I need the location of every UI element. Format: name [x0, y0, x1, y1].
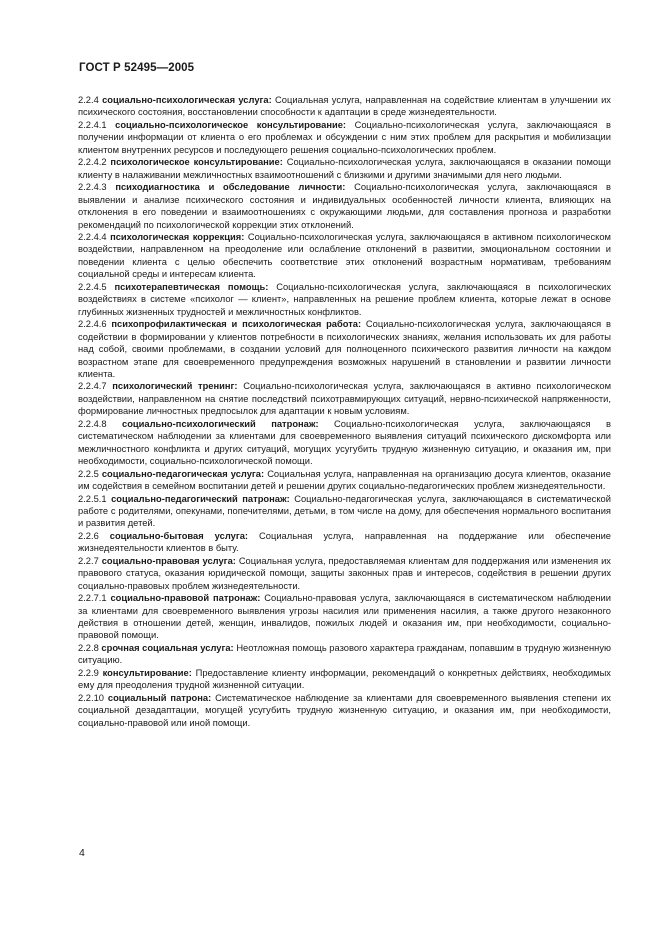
definition-entry [78, 642, 611, 667]
entry-term: психологическая коррекция: [110, 231, 245, 242]
entry-number: 2.2.7 [78, 555, 99, 566]
definition-entry [78, 418, 611, 468]
definition-entry [78, 667, 611, 692]
entry-term: социально-психологическое консультирование: [115, 119, 347, 130]
entry-text: Социально-психологическая услуга, заключающаяся в активно психологическом воздействии, направленном на снятие последствий психотравмирующих ситуаций, нервно-психической напряженности, формирование личностных предпосылок для адаптации к новым условиям. [78, 381, 611, 417]
entry-term: консультирование: [102, 667, 192, 678]
entry-term: психопрофилактическая и психологическая работа: [111, 319, 362, 330]
entry-text: Систематическое наблюдение за клиентами для своевременного выявления степени их социальной дезадаптации, могущей усугубить трудную жизненную ситуацию, и оказания им, при необходимости, социально-правовой или иной помощи. [78, 692, 611, 728]
definition-entry [78, 555, 611, 592]
definition-entry [78, 94, 611, 119]
entry-term: срочная социальная услуга: [101, 642, 234, 653]
entry-term: социально-правовая услуга: [101, 555, 236, 566]
entry-text: Социально-психологическая услуга, заключающаяся в получении информации от клиента о его проблемах и обсуждении с ним этих проблем для раскрытия и мобилизации клиентом внутренних ресурсов и последующего решения социально-психологических проблем. [78, 119, 611, 155]
entry-number: 2.2.4.1 [78, 119, 107, 130]
entry-number: 2.2.4.5 [78, 281, 107, 292]
entry-number: 2.2.4 [78, 95, 99, 105]
entry-term: социально-бытовая услуга: [109, 530, 249, 541]
definition-entry [78, 156, 611, 181]
entry-number: 2.2.4.8 [78, 418, 107, 429]
entry-term: социально-педагогическая услуга: [101, 468, 265, 479]
document-header: ГОСТ Р 52495—2005 [79, 62, 195, 74]
entry-number: 2.2.9 [78, 667, 99, 678]
entry-number: 2.2.4.3 [78, 182, 107, 193]
entry-number: 2.2.5.1 [78, 493, 107, 504]
entry-text: Социальная услуга, предоставляемая клиентам для поддержания или изменения их правового статуса, оказания юридической помощи, защиты законных прав и интересов, содействия в решении других социально-правовых проблем жизнедеятельности. [78, 555, 611, 591]
entry-term: психологический тренинг: [112, 381, 238, 392]
entry-text: Неотложная помощь разового характера гражданам, попавшим в трудную жизненную ситуацию. [78, 642, 611, 666]
definition-entry [78, 530, 611, 555]
definition-entry [78, 493, 611, 530]
entry-text: Социальная услуга, направленная на содействие клиентам в улучшении их психического состояния, восстановлении способности к адаптации в среде жизнедеятельности. [78, 95, 611, 118]
entry-number: 2.2.4.2 [78, 157, 107, 168]
entry-text: Социально-правовая услуга, заключающаяся в систематическом наблюдении за клиентами для своевременного выявления угрозы насилия или применения насилия, а также другого незаконного действия в отношении детей, женщин, инвалидов, пожилых людей и оказания им, при необходимости, социально-правовой помощи. [78, 593, 611, 641]
definition-entry [78, 380, 611, 417]
definition-entry [78, 281, 611, 318]
entry-number: 2.2.10 [78, 692, 104, 703]
entry-number: 2.2.6 [78, 530, 99, 541]
entry-text: Предоставление клиенту информации, рекомендаций о конкретных действиях, необходимых ему для преодоления трудной жизненной ситуации. [78, 667, 611, 691]
entry-text: Социальная услуга, направленная на организацию досуга клиентов, оказание им содействия в семейном воспитании детей и решении других социально-педагогических проблем жизнедеятельности. [78, 468, 611, 492]
entry-number: 2.2.4.7 [78, 381, 107, 392]
entry-text: Социально-психологическая услуга, заключающаяся в систематическом наблюдении за клиентами для своевременного выявления ситуаций психического дискомфорта или межличностного конфликта и других ситуаций, могущих усугубить трудную жизненную ситуацию, и оказания им, при необходимости, социально-психологической помощи. [78, 418, 611, 467]
entry-text: Социально-педагогическая услуга, заключающаяся в систематической работе с родителями, опекунами, попечителями, детьми, в том числе на дому, для обеспечения нормального воспитания и развития детей. [78, 493, 611, 529]
definition-entry [78, 592, 611, 642]
definition-entry [78, 692, 611, 729]
definition-entry [78, 231, 611, 281]
definition-entry [78, 119, 611, 156]
entry-text: Социальная услуга, направленная на поддержание или обеспечение жизнедеятельности клиентов в быту. [78, 530, 611, 554]
entry-term: социально-психологический патронаж: [122, 418, 319, 429]
entry-term: социальный патрона: [107, 692, 212, 703]
definition-entry [78, 318, 611, 380]
entry-number: 2.2.8 [78, 642, 99, 653]
document-body [78, 94, 611, 729]
entry-number: 2.2.5 [78, 468, 99, 479]
entry-text: Социально-психологическая услуга, заключающаяся в психологических воздействиях в системе «психолог — клиент», направленных на решение проблем клиента, которые лежат в основе глубинных жизненных трудностей и межличностных конфликтов. [78, 281, 611, 317]
entry-text: Социально-психологическая услуга, заключающаяся в содействии в формировании у клиентов потребности в психологических знаниях, желания использовать их для работы над собой, своими проблемами, в создании условий для полноценного психического развития личности на каждом возрастном этапе для своевременного предупреждения возможных нарушений в становлении и развитии личности клиента. [78, 319, 611, 379]
entry-text: Социально-психологическая услуга, заключающаяся в оказании помощи клиенту в налаживании межличностных взаимоотношений с близкими и другими значимыми для него людьми. [78, 157, 611, 180]
entry-term: социально-правовой патронаж: [110, 593, 261, 604]
entry-number: 2.2.7.1 [78, 593, 107, 604]
entry-term: психологическое консультирование: [110, 157, 283, 168]
entry-term: социально-педагогический патронаж: [111, 493, 290, 504]
entry-text: Социально-психологическая услуга, заключающаяся в выявлении и анализе психического состояния и индивидуальных особенностей личности клиента, влияющих на отклонения в его поведении и взаимоотношениях с окружающими людьми, для составления прогноза и разработки рекомендаций по психологической коррекции этих отклонений. [78, 182, 611, 230]
entry-number: 2.2.4.6 [78, 319, 107, 330]
entry-text: Социально-психологическая услуга, заключающаяся в активном психологическом воздействии, направленном на преодоление или ослабление отклонений в развитии, эмоциональном состоянии и поведении клиента с целью обеспечить соответствие этих отклонений возрастным нормативам, требованиям социальной среды и интересам клиента. [78, 231, 611, 280]
entry-term: психодиагностика и обследование личности: [115, 182, 346, 193]
page-number: 4 [79, 847, 85, 859]
entry-term: психотерапевтическая помощь: [114, 281, 269, 292]
definition-entry [78, 181, 611, 231]
entry-number: 2.2.4.4 [78, 231, 107, 242]
definition-entry [78, 468, 611, 493]
entry-term: социально-психологическая услуга: [102, 95, 272, 105]
